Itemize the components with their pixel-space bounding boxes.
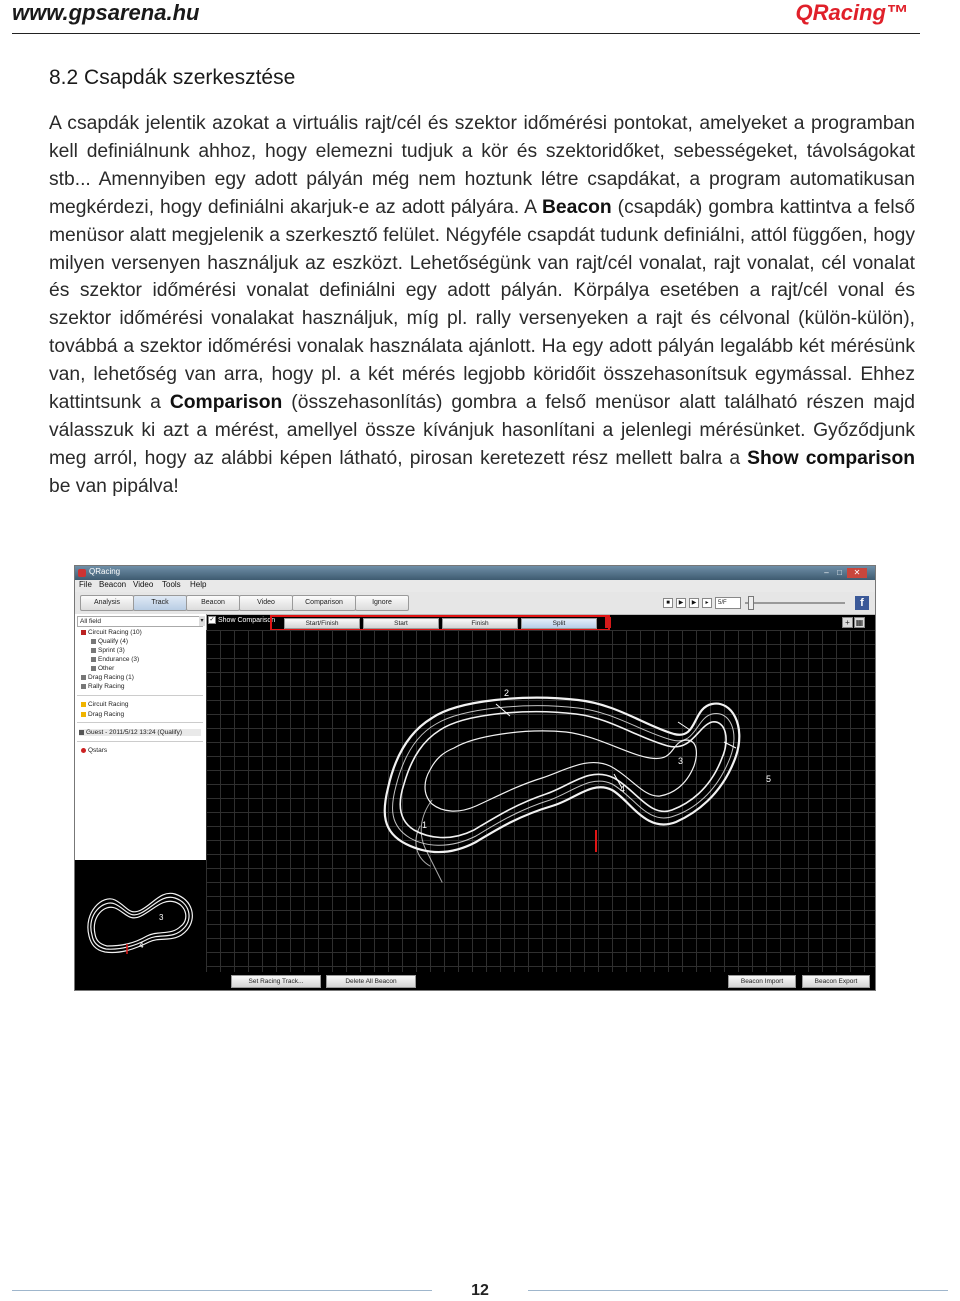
beacon-export-button[interactable]: Beacon Export (802, 975, 870, 988)
maximize-icon[interactable]: □ (837, 568, 842, 577)
check-icon[interactable]: ✓ (209, 617, 215, 623)
start-finish-button[interactable]: Start/Finish (284, 618, 360, 629)
header-brand: QRacing™ (795, 0, 908, 25)
mini-marker-4: 4 (139, 941, 144, 950)
session-sidebar (75, 614, 207, 860)
track-thumbnail (75, 860, 206, 982)
highlight-frame (270, 615, 610, 631)
body-text-2: (csapdák) gombra kattintva a felső menüsor alatt megjelenik a szerkesztő felület. Négyféle csapdát tudunk definiálni, attól függően, hogy milyen versenyen használjuk az eszközt. Lehetőségünk van rajt/cél vonalat, rajt vonalat, cél vonalat és szektor időmérési vonalat definiálni egy adott pályán. Körpálya esetében a rajt/cél vonal és szektor időmérési vonalakat használjuk, míg pl. rally versenyeken a rajt és célvonal (külön-külön), továbbá a szektor időmérési vonalak használata ajánlott. Ha egy adott pályán legalább két mérésünk van, lehetőség van arra, hogy pl. a két mérés legjobb köridőit összehasonítsuk egymással. Ehhez kattintsunk a (49, 196, 916, 414)
bold-beacon: Beacon (541, 196, 612, 218)
bold-show-comparison: Show comparison (747, 447, 915, 469)
section-title: 8.2 Csapdák szerkesztése (49, 66, 296, 89)
speed-select[interactable]: 5/F (715, 597, 741, 609)
set-racing-track-button[interactable]: Set Racing Track... (231, 975, 321, 988)
tree-item[interactable]: Qualify (4) (91, 638, 128, 645)
track-marker-5: 5 (766, 774, 772, 784)
show-comparison-toggle[interactable]: ✓ Show Comparison (209, 616, 276, 624)
highlight-marker (605, 617, 611, 628)
session-filter[interactable]: All field (77, 616, 203, 627)
minimize-icon[interactable]: – (824, 568, 829, 577)
header-divider (12, 33, 920, 34)
tree-item[interactable]: Rally Racing (81, 683, 125, 690)
body-text-1: A csapdák jelentik azokat a virtuális rajt/cél és szektor időmérési pontokat, amelyeket a programban kell definiálnunk ahhoz, hogy elemezni tudjuk a kör és szektoridőket, sebességeket, távolságokat stb... Amennyiben egy adott pályán még nem hoztunk létre csapdákat, a program automatikusan megkérdezi, hogy definiálni akarjuk-e az adott pályára. A (49, 113, 915, 218)
beacon-import-button[interactable]: Beacon Import (728, 975, 796, 988)
section-body (49, 110, 915, 501)
track-marker-1: 1 (422, 820, 428, 830)
divider (77, 695, 203, 696)
flag-icon (91, 639, 96, 644)
flag-icon (81, 630, 86, 635)
footer-divider-left (12, 1290, 432, 1291)
app-title: QRacing (89, 567, 121, 576)
menu-tools[interactable]: Tools (162, 580, 181, 589)
tab-beacon[interactable]: Beacon (186, 595, 240, 611)
zoom-in-icon[interactable]: + (842, 617, 853, 628)
star-icon (81, 712, 86, 717)
tree-item[interactable]: Qstars (81, 747, 107, 754)
divider (77, 741, 203, 742)
flag-icon (91, 657, 96, 662)
chevron-down-icon[interactable]: ▾ (200, 618, 204, 624)
body-text-3: (összehasonlítás) gombra a felső menüsor alatt található részen majd válasszuk ki azt a mérést, amellyel össze kívánjuk hasonlítani a jelenlegi mérésünket. Győződjunk meg arról, hogy az alábbi képen látható, pirosan keretezett rész mellett balra a (49, 392, 916, 469)
session-icon (79, 730, 84, 735)
play-icon[interactable]: ▶ (676, 598, 686, 608)
timeline-slider[interactable] (745, 602, 845, 604)
menu-help[interactable]: Help (190, 580, 207, 589)
step-icon[interactable]: ▸ (702, 598, 712, 608)
tab-comparison[interactable]: Comparison (292, 595, 356, 611)
stop-icon[interactable]: ■ (663, 598, 673, 608)
slider-handle[interactable] (748, 596, 754, 610)
forward-icon[interactable]: ▶ (689, 598, 699, 608)
tree-item[interactable]: Endurance (3) (91, 656, 139, 663)
flag-icon (91, 666, 96, 671)
divider (77, 722, 203, 723)
track-drawing (206, 630, 875, 972)
mini-track-drawing (75, 860, 206, 982)
bold-comparison: Comparison (169, 392, 283, 414)
user-icon (81, 748, 86, 753)
tree-item-selected[interactable]: Guest - 2011/5/12 13:24 (Qualify) (79, 729, 201, 736)
header-site-url: www.gpsarena.hu (12, 0, 200, 25)
tree-item[interactable]: Other (91, 665, 114, 672)
tab-ignore[interactable]: Ignore (355, 595, 409, 611)
menu-bar (75, 580, 875, 592)
app-titlebar (75, 566, 875, 580)
finish-button[interactable]: Finish (442, 618, 518, 629)
menu-file[interactable]: File (79, 580, 92, 589)
track-marker-4: 4 (620, 784, 626, 794)
menu-video[interactable]: Video (133, 580, 154, 589)
split-button[interactable]: Split (521, 618, 597, 629)
footer-divider-right (528, 1290, 948, 1291)
tab-analysis[interactable]: Analysis (80, 595, 134, 611)
facebook-icon[interactable]: f (855, 596, 869, 610)
track-canvas[interactable] (206, 630, 875, 972)
tree-item[interactable]: Drag Racing (81, 711, 124, 718)
beacon-line-3 (678, 722, 690, 730)
page-number: 12 (471, 1282, 489, 1299)
tab-video[interactable]: Video (239, 595, 293, 611)
grid-icon[interactable]: ▦ (855, 618, 864, 627)
menu-beacon[interactable]: Beacon (99, 580, 127, 589)
body-text-4: be van pipálva! (49, 475, 179, 497)
tree-item[interactable]: Circuit Racing (81, 701, 128, 708)
flag-icon (91, 648, 96, 653)
app-screenshot (74, 565, 876, 991)
star-icon (81, 702, 86, 707)
delete-all-beacon-button[interactable]: Delete All Beacon (326, 975, 416, 988)
flag-icon (81, 684, 86, 689)
flag-icon (81, 675, 86, 680)
mini-marker-3: 3 (159, 913, 164, 922)
start-button[interactable]: Start (363, 618, 439, 629)
beacon-actions-bar (206, 972, 875, 990)
tree-item[interactable]: Circuit Racing (10) (81, 629, 142, 636)
tree-item[interactable]: Drag Racing (1) (81, 674, 134, 681)
track-marker-3: 3 (678, 756, 684, 766)
app-logo-icon (78, 569, 86, 577)
tab-track[interactable]: Track (133, 595, 187, 611)
tree-item[interactable]: Sprint (3) (91, 647, 125, 654)
main-toolbar (75, 592, 875, 615)
track-marker-2: 2 (504, 688, 510, 698)
close-icon[interactable]: ✕ (847, 568, 867, 578)
